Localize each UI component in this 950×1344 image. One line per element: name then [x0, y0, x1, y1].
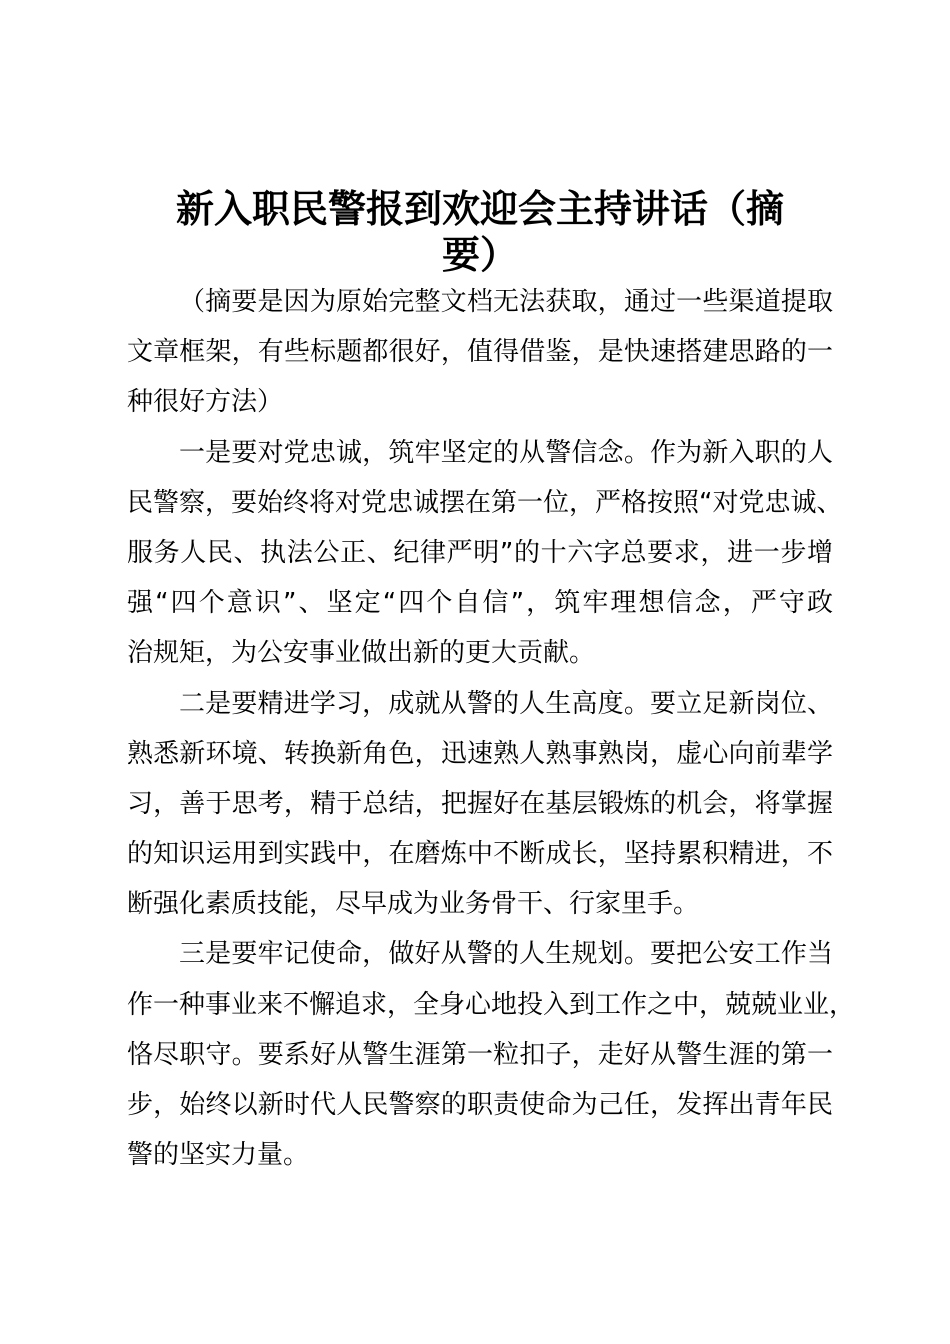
paragraph-line: 治规矩，为公安事业做出新的更大贡献。	[127, 638, 596, 669]
paragraph-line: 断强化素质技能，尽早成为业务骨干、行家里手。	[127, 889, 700, 920]
paragraph-line: 二是要精进学习，成就从警的人生高度。要立足新岗位、	[179, 688, 833, 719]
paragraph-line: 的知识运用到实践中，在磨炼中不断成长，坚持累积精进，不	[127, 839, 833, 870]
paragraph-line: 习，善于思考，精于总结，把握好在基层锻炼的机会，将掌握	[127, 788, 833, 819]
paragraph-line: 一是要对党忠诚，筑牢坚定的从警信念。作为新入职的人	[179, 437, 833, 468]
paragraph-line: 熟悉新环境、转换新角色，迅速熟人熟事熟岗，虚心向前辈学	[127, 738, 833, 769]
paragraph-line: 服务人民、执法公正、纪律严明”的十六字总要求，进一步增	[127, 537, 833, 568]
document-body	[127, 277, 856, 1180]
document-title	[127, 186, 833, 278]
paragraph-line: 文章框架，有些标题都很好，值得借鉴，是快速搭建思路的一	[127, 337, 833, 368]
paragraph-line: 强“四个意识”、坚定“四个自信”，筑牢理想信念，严守政	[127, 588, 833, 619]
paragraph	[127, 679, 833, 930]
paragraph-line: 种很好方法）	[127, 387, 284, 418]
paragraph	[127, 929, 856, 1180]
paragraph-line: 民警察，要始终将对党忠诚摆在第一位，严格按照“对党忠诚、	[127, 487, 843, 518]
paragraph-line: 警的坚实力量。	[127, 1140, 310, 1171]
title-line: 新入职民警报到欢迎会主持讲话（摘	[175, 186, 784, 231]
paragraph-line: 恪尽职守。要系好从警生涯第一粒扣子，走好从警生涯的第一	[127, 1039, 833, 1070]
paragraph-line: （摘要是因为原始完整文档无法获取，通过一些渠道提取	[179, 287, 833, 317]
paragraph-line: 作一种事业来不懈追求，全身心地投入到工作之中，兢兢业业，	[127, 989, 856, 1020]
paragraph	[127, 428, 843, 679]
title-line: 要）	[441, 232, 518, 277]
paragraph-line: 步，始终以新时代人民警察的职责使命为己任，发挥出青年民	[127, 1090, 833, 1120]
paragraph	[127, 277, 833, 428]
paragraph-line: 三是要牢记使命，做好从警的人生规划。要把公安工作当	[179, 939, 833, 970]
